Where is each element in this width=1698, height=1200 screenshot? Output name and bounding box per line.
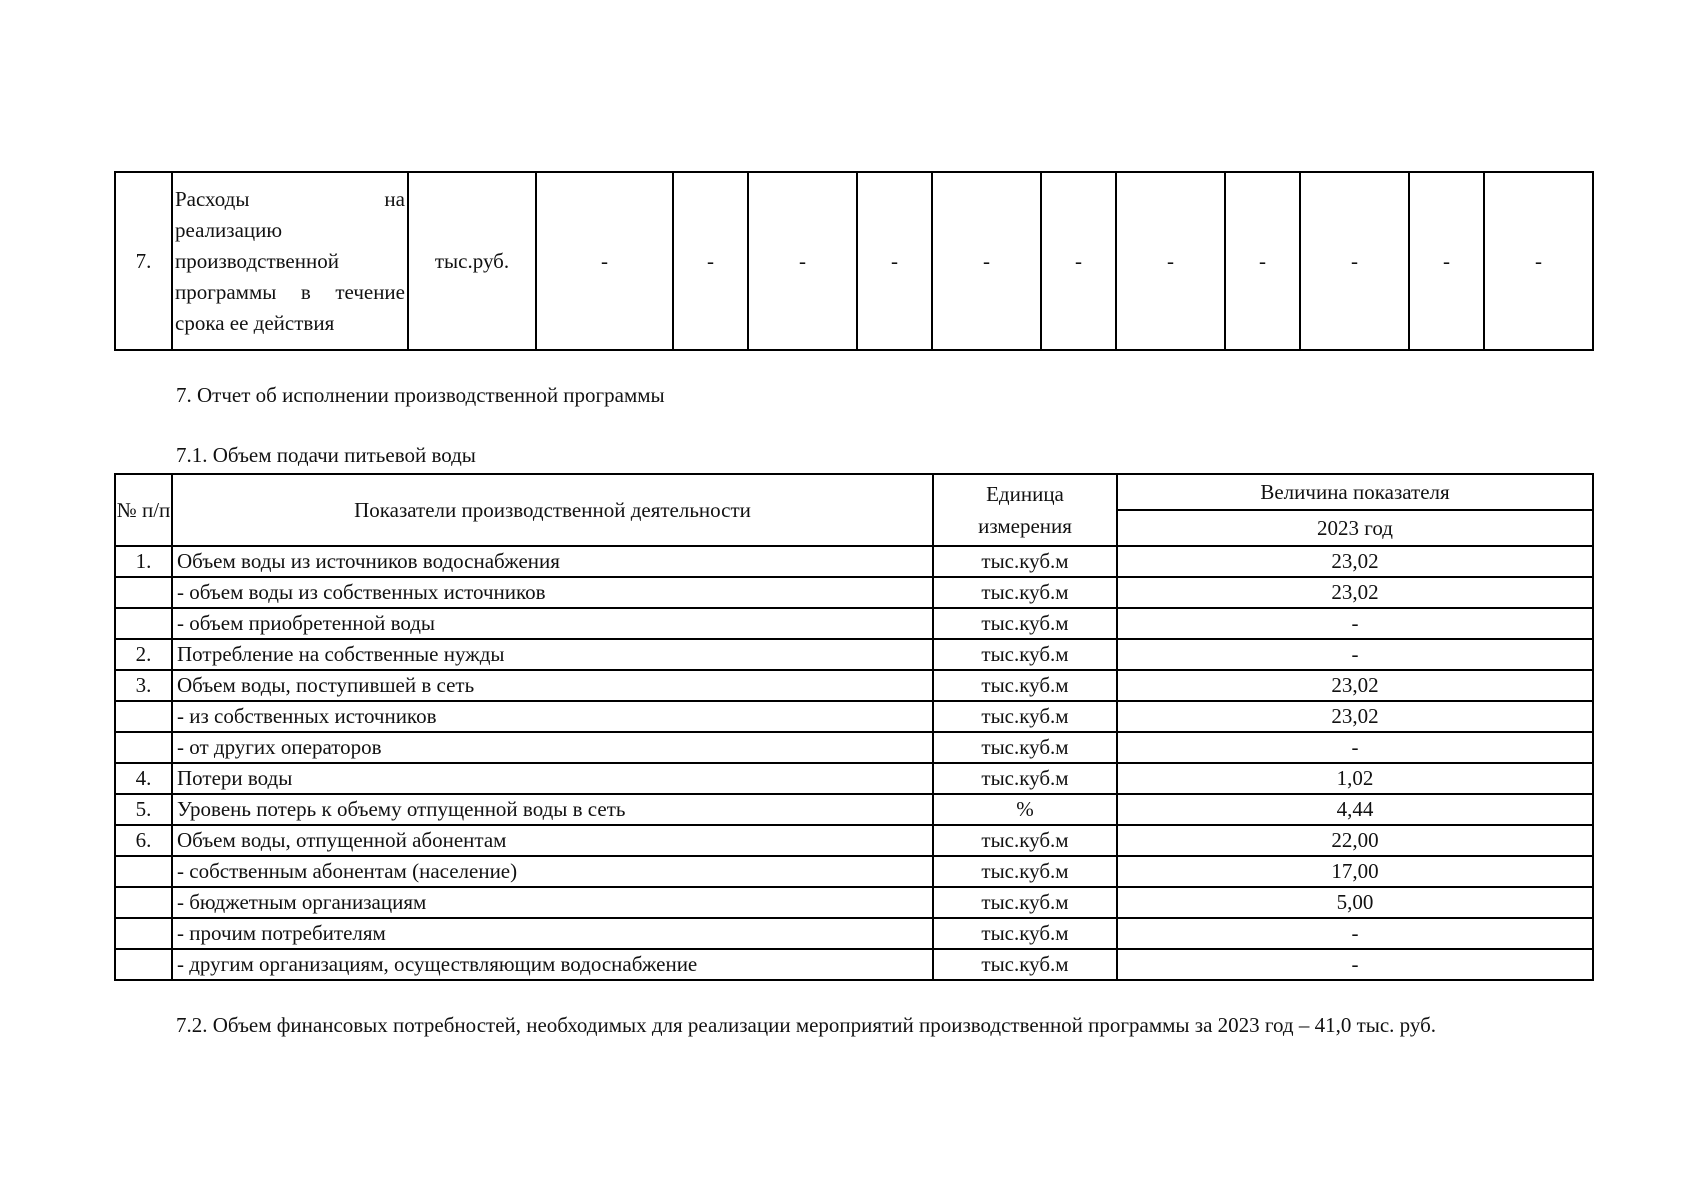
row-number <box>115 701 172 732</box>
table-row <box>115 608 1593 639</box>
header-number: № п/п <box>115 474 172 546</box>
row-unit: тыс.куб.м <box>933 608 1117 639</box>
row-indicator: Потребление на собственные нужды <box>172 639 933 670</box>
row-unit: тыс.куб.м <box>933 856 1117 887</box>
water-supply-table <box>114 473 1594 981</box>
table-body <box>115 546 1593 980</box>
row-unit: % <box>933 794 1117 825</box>
value-cell: - <box>748 172 857 350</box>
table-row <box>115 763 1593 794</box>
table-row <box>115 639 1593 670</box>
table-row <box>115 887 1593 918</box>
row-indicator: Потери воды <box>172 763 933 794</box>
expenses-row <box>115 172 1593 350</box>
row-value: 1,02 <box>1117 763 1593 794</box>
row-description: Расходы на реализацию производственной программы в течение срока ее действия <box>172 172 408 350</box>
row-unit: тыс.куб.м <box>933 732 1117 763</box>
table-row <box>115 949 1593 980</box>
expenses-table <box>114 171 1594 351</box>
row-indicator: Объем воды, отпущенной абонентам <box>172 825 933 856</box>
row-number <box>115 949 172 980</box>
table-row <box>115 918 1593 949</box>
table-row <box>115 825 1593 856</box>
value-cell: - <box>1225 172 1300 350</box>
table-row <box>115 546 1593 577</box>
row-number <box>115 856 172 887</box>
row-value: 4,44 <box>1117 794 1593 825</box>
table-header-row <box>115 474 1593 510</box>
row-number: 6. <box>115 825 172 856</box>
table-row <box>115 794 1593 825</box>
table-row <box>115 701 1593 732</box>
value-cell: - <box>1409 172 1484 350</box>
row-unit: тыс.куб.м <box>933 825 1117 856</box>
row-value: 23,02 <box>1117 546 1593 577</box>
row-value: - <box>1117 949 1593 980</box>
row-number <box>115 732 172 763</box>
table-row <box>115 856 1593 887</box>
row-value: - <box>1117 918 1593 949</box>
row-indicator: Уровень потерь к объему отпущенной воды в сеть <box>172 794 933 825</box>
row-indicator: - из собственных источников <box>172 701 933 732</box>
header-unit: Единица измерения <box>933 474 1117 546</box>
row-indicator: - другим организациям, осуществляющим водоснабжение <box>172 949 933 980</box>
row-unit: тыс.куб.м <box>933 887 1117 918</box>
row-unit: тыс.куб.м <box>933 918 1117 949</box>
row-value: 22,00 <box>1117 825 1593 856</box>
section-7-2-paragraph: 7.2. Объем финансовых потребностей, необходимых для реализации мероприятий производственной программы за 2023 год – 41,0 тыс. руб. <box>176 1013 1437 1037</box>
row-unit: тыс.руб. <box>408 172 536 350</box>
row-value: - <box>1117 639 1593 670</box>
table-row <box>115 732 1593 763</box>
row-number: 1. <box>115 546 172 577</box>
row-indicator: - объем воды из собственных источников <box>172 577 933 608</box>
row-value: - <box>1117 732 1593 763</box>
row-indicator: - объем приобретенной воды <box>172 608 933 639</box>
row-value: 17,00 <box>1117 856 1593 887</box>
row-unit: тыс.куб.м <box>933 670 1117 701</box>
row-number: 5. <box>115 794 172 825</box>
row-indicator: Объем воды, поступившей в сеть <box>172 670 933 701</box>
value-cell: - <box>673 172 748 350</box>
row-number <box>115 918 172 949</box>
row-value: 5,00 <box>1117 887 1593 918</box>
row-value: 23,02 <box>1117 577 1593 608</box>
section-7-title: 7. Отчет об исполнении производственной программы <box>176 383 665 407</box>
row-unit: тыс.куб.м <box>933 577 1117 608</box>
value-cell: - <box>1116 172 1225 350</box>
table-row <box>115 670 1593 701</box>
row-value: 23,02 <box>1117 670 1593 701</box>
row-value: - <box>1117 608 1593 639</box>
value-cell: - <box>1041 172 1116 350</box>
row-indicator: - бюджетным организациям <box>172 887 933 918</box>
row-number <box>115 577 172 608</box>
row-number: 2. <box>115 639 172 670</box>
header-indicators: Показатели производственной деятельности <box>172 474 933 546</box>
row-unit: тыс.куб.м <box>933 701 1117 732</box>
section-7-1-title: 7.1. Объем подачи питьевой воды <box>176 443 476 467</box>
row-number: 4. <box>115 763 172 794</box>
row-unit: тыс.куб.м <box>933 546 1117 577</box>
header-year: 2023 год <box>1117 510 1593 546</box>
value-cell: - <box>1300 172 1409 350</box>
value-cell: - <box>932 172 1041 350</box>
row-number <box>115 608 172 639</box>
value-cell: - <box>857 172 932 350</box>
row-unit: тыс.куб.м <box>933 949 1117 980</box>
row-indicator: - от других операторов <box>172 732 933 763</box>
row-indicator: - прочим потребителям <box>172 918 933 949</box>
header-value-group: Величина показателя <box>1117 474 1593 510</box>
row-indicator: Объем воды из источников водоснабжения <box>172 546 933 577</box>
row-number <box>115 887 172 918</box>
row-number: 7. <box>115 172 172 350</box>
row-indicator: - собственным абонентам (население) <box>172 856 933 887</box>
row-value: 23,02 <box>1117 701 1593 732</box>
table-row <box>115 577 1593 608</box>
value-cell: - <box>536 172 673 350</box>
row-number: 3. <box>115 670 172 701</box>
value-cell: - <box>1484 172 1593 350</box>
row-unit: тыс.куб.м <box>933 639 1117 670</box>
row-unit: тыс.куб.м <box>933 763 1117 794</box>
